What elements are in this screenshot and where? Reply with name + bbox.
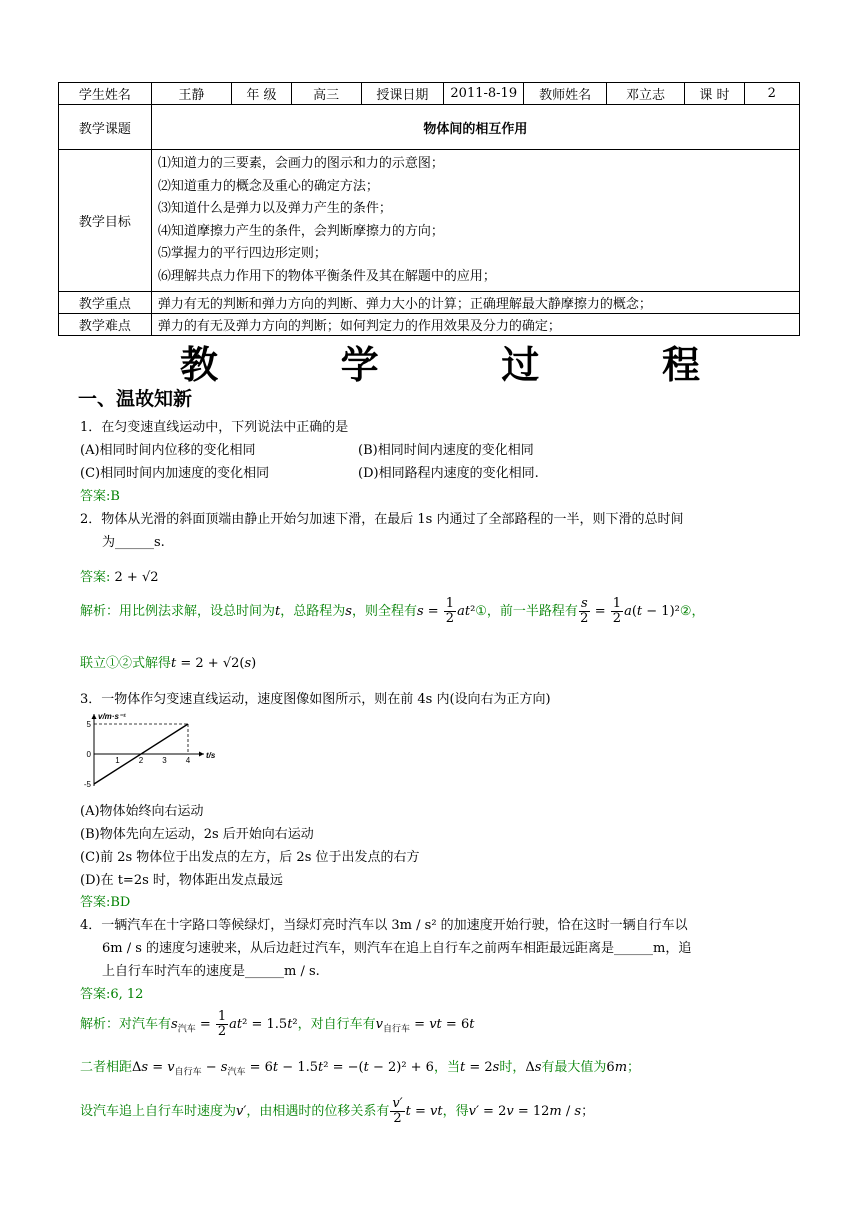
topic-row: [59, 105, 800, 150]
grade-value: 高三: [291, 83, 361, 105]
x-tick-label: 3: [162, 756, 167, 765]
q2-var-t: t: [275, 604, 281, 619]
process-title-char: 学: [340, 343, 379, 387]
process-title-char: 过: [501, 343, 540, 387]
objective-item: ⑷知道摩擦力产生的条件，会判断摩擦力的方向；: [157, 223, 444, 239]
q4-eq-result: v′ = 2v = 12m / s；: [468, 1104, 595, 1119]
difficulties-label: 教学难点: [59, 314, 152, 336]
q2-stem-line2: 为______s.: [102, 535, 165, 550]
grade-label: 年 级: [232, 83, 291, 105]
q4-analysis-line3: [80, 1097, 594, 1126]
teacher-value: 邓立志: [606, 83, 684, 105]
q2-analysis-text: ②，: [679, 604, 705, 619]
lesson-info-table: [58, 82, 800, 336]
x-axis-label: t/s: [206, 751, 216, 760]
hours-value: 2: [744, 83, 799, 105]
topic-label: 教学课题: [59, 105, 152, 150]
q4-analysis-text: ，当: [433, 1060, 460, 1075]
objectives-label: 教学目标: [59, 150, 152, 292]
q3-answer: 答案:BD: [80, 895, 131, 910]
q4-answer: 答案:6, 12: [80, 987, 144, 1002]
q2-analysis-text: ，总路程为: [280, 604, 346, 619]
q4-eq-max: 6m: [606, 1060, 628, 1075]
y-tick-label: 0: [86, 750, 91, 759]
q1-stem: 1．在匀变速直线运动中，下列说法中正确的是: [80, 420, 349, 435]
x-axis-arrow: [199, 752, 204, 757]
q4-eq-car: $s_{汽车}$ = $\frac{1}{2}$ at² = 1.5t²: [171, 1009, 298, 1039]
q3-option-d: (D)在 t=2s 时，物体距出发点最远: [80, 873, 283, 888]
q2-analysis-text: ①，前一半路程有: [475, 604, 578, 619]
q4-analysis-text: 有最大值为: [541, 1060, 607, 1075]
objective-item: ⑵知道重力的概念及重心的确定方法；: [157, 178, 379, 194]
q2-eq2: $\frac{s}{2}$ = $\frac{1}{2}$ a(t − 1)²: [580, 596, 680, 626]
difficulties-value: 弹力的有无及弹力方向的判断；如何判定力的作用效果及分力的确定；: [151, 314, 799, 336]
q4-analysis-text: 解析：对汽车有: [80, 1017, 172, 1032]
q1-option-b: (B)相同时间内速度的变化相同: [358, 443, 534, 458]
difficulties-row: [59, 314, 800, 336]
y-tick-label: -5: [83, 780, 91, 789]
process-title: [180, 334, 700, 389]
q3-option-c: (C)前 2s 物体位于出发点的左方，后 2s 位于出发点的右方: [80, 850, 420, 865]
q2-analysis-line2: [80, 652, 256, 671]
y-axis-arrow: [92, 714, 97, 719]
q2-answer-value: 2 + √2: [114, 570, 159, 585]
teacher-label: 教师姓名: [524, 83, 606, 105]
key-points-value: 弹力有无的判断和弹力方向的判断、弹力大小的计算；正确理解最大静摩擦力的概念；: [151, 292, 799, 314]
student-label: 学生姓名: [59, 83, 152, 105]
q4-stem-line1: 4．一辆汽车在十字路口等候绿灯，当绿灯亮时汽车以 3m / s² 的加速度开始行驶，恰在这时一辆自行车以: [80, 918, 688, 933]
q2-var-s: s: [345, 604, 352, 619]
objective-item: ⑹理解共点力作用下的物体平衡条件及其在解题中的应用；: [157, 268, 496, 284]
q4-analysis-text: ，得: [442, 1104, 469, 1119]
q4-stem-line3: 上自行车时汽车的速度是______m / s.: [102, 964, 320, 979]
objective-item: ⑴知道力的三要素，会画力的图示和力的示意图；: [157, 156, 444, 171]
x-tick-label: 1: [115, 756, 120, 765]
q4-eq-bike: $v_{自行车}$ = vt = 6t: [375, 1017, 475, 1035]
process-title-char: 程: [661, 343, 700, 387]
q1-option-d: (D)相同路程内速度的变化相同.: [358, 466, 539, 481]
q4-analysis-text: ，对自行车有: [297, 1017, 376, 1032]
q2-analysis-text: 解析：用比例法求解，设总时间为: [80, 604, 276, 619]
date-value: 2011-8-19: [444, 83, 524, 105]
y-axis-label: v/m·s⁻¹: [98, 712, 126, 721]
x-tick-label: 4: [185, 756, 191, 765]
q3-option-a: (A)物体始终向右运动: [80, 804, 204, 819]
q3-option-b: (B)物体先向左运动，2s 后开始向右运动: [80, 827, 314, 842]
key-points-row: [59, 292, 800, 314]
hours-label: 课 时: [685, 83, 744, 105]
q2-result: t = 2 + √2(s): [171, 656, 257, 671]
key-points-label: 教学重点: [59, 292, 152, 314]
q2-stem-line1: 2．物体从光滑的斜面顶端由静止开始匀加速下滑，在最后 1s 内通过了全部路程的一半，则下滑的总时间: [80, 512, 684, 527]
objective-item: ⑶知道什么是弹力以及弹力产生的条件；: [157, 201, 392, 216]
q4-analysis-text: 时，: [499, 1060, 526, 1075]
section-heading: 一、温故知新: [78, 388, 193, 410]
q4-analysis-line2: 二者相距$\Delta s = v_{自行车} - s_{汽车} = 6t - 1.5t^2 = -(t - 2)^2 + 6$，当t = 2s时，Δs有最大值为6m；: [80, 1060, 641, 1078]
q4-analysis-line1: [80, 1010, 474, 1039]
q1-option-a: (A)相同时间内位移的变化相同: [80, 443, 256, 458]
q4-analysis-text: 二者相距: [80, 1060, 133, 1075]
velocity-time-chart: [80, 712, 230, 792]
q2-answer: [80, 566, 159, 585]
objective-item: ⑸掌握力的平行四边形定则；: [157, 246, 327, 261]
q4-analysis-text: 设汽车追上自行车时速度为: [80, 1104, 237, 1119]
process-title-char: 教: [180, 343, 219, 387]
x-tick-label: 2: [138, 756, 144, 765]
q2-analysis-line1: [80, 597, 705, 626]
q4-stem-line2: 6m / s 的速度匀速驶来，从后边赶过汽车，则汽车在追上自行车之前两车相距最远距离是______m，追: [102, 941, 692, 956]
header-row: [59, 83, 800, 105]
q2-analysis-text: ，则全程有: [351, 604, 417, 619]
q2-analysis-text: 联立①②式解得: [80, 656, 172, 671]
objectives-list: [151, 150, 799, 292]
q4-eq-ds: Δs: [525, 1060, 542, 1075]
q2-eq1: s = $\frac{1}{2}$ at²: [416, 596, 476, 626]
q2-answer-label: 答案:: [80, 570, 111, 585]
date-label: 授课日期: [361, 83, 443, 105]
y-tick-label: 5: [86, 720, 91, 729]
q4-eq-distance: $\Delta s = v_{自行车} - s_{汽车} = 6t - 1.5t^2 = -(t - 2)^2 + 6$: [132, 1060, 434, 1078]
q1-answer: 答案:B: [80, 489, 120, 504]
q4-var-vprime: v′: [236, 1104, 247, 1119]
q4-eq-meet: $\frac{v'}{2}$ t = vt: [392, 1096, 443, 1126]
objectives-row: [59, 150, 800, 292]
q4-analysis-text: ，由相遇时的位移关系有: [246, 1104, 390, 1119]
topic-title: 物体间的相互作用: [151, 105, 799, 150]
chart-plot-area: [84, 712, 216, 789]
q3-stem: 3．一物体作匀变速直线运动，速度图像如图所示，则在前 4s 内(设向右为正方向): [80, 692, 551, 707]
student-name: 王静: [151, 83, 231, 105]
q1-option-c: (C)相同时间内加速度的变化相同: [80, 466, 270, 481]
q4-eq-time: t = 2s: [459, 1060, 500, 1075]
